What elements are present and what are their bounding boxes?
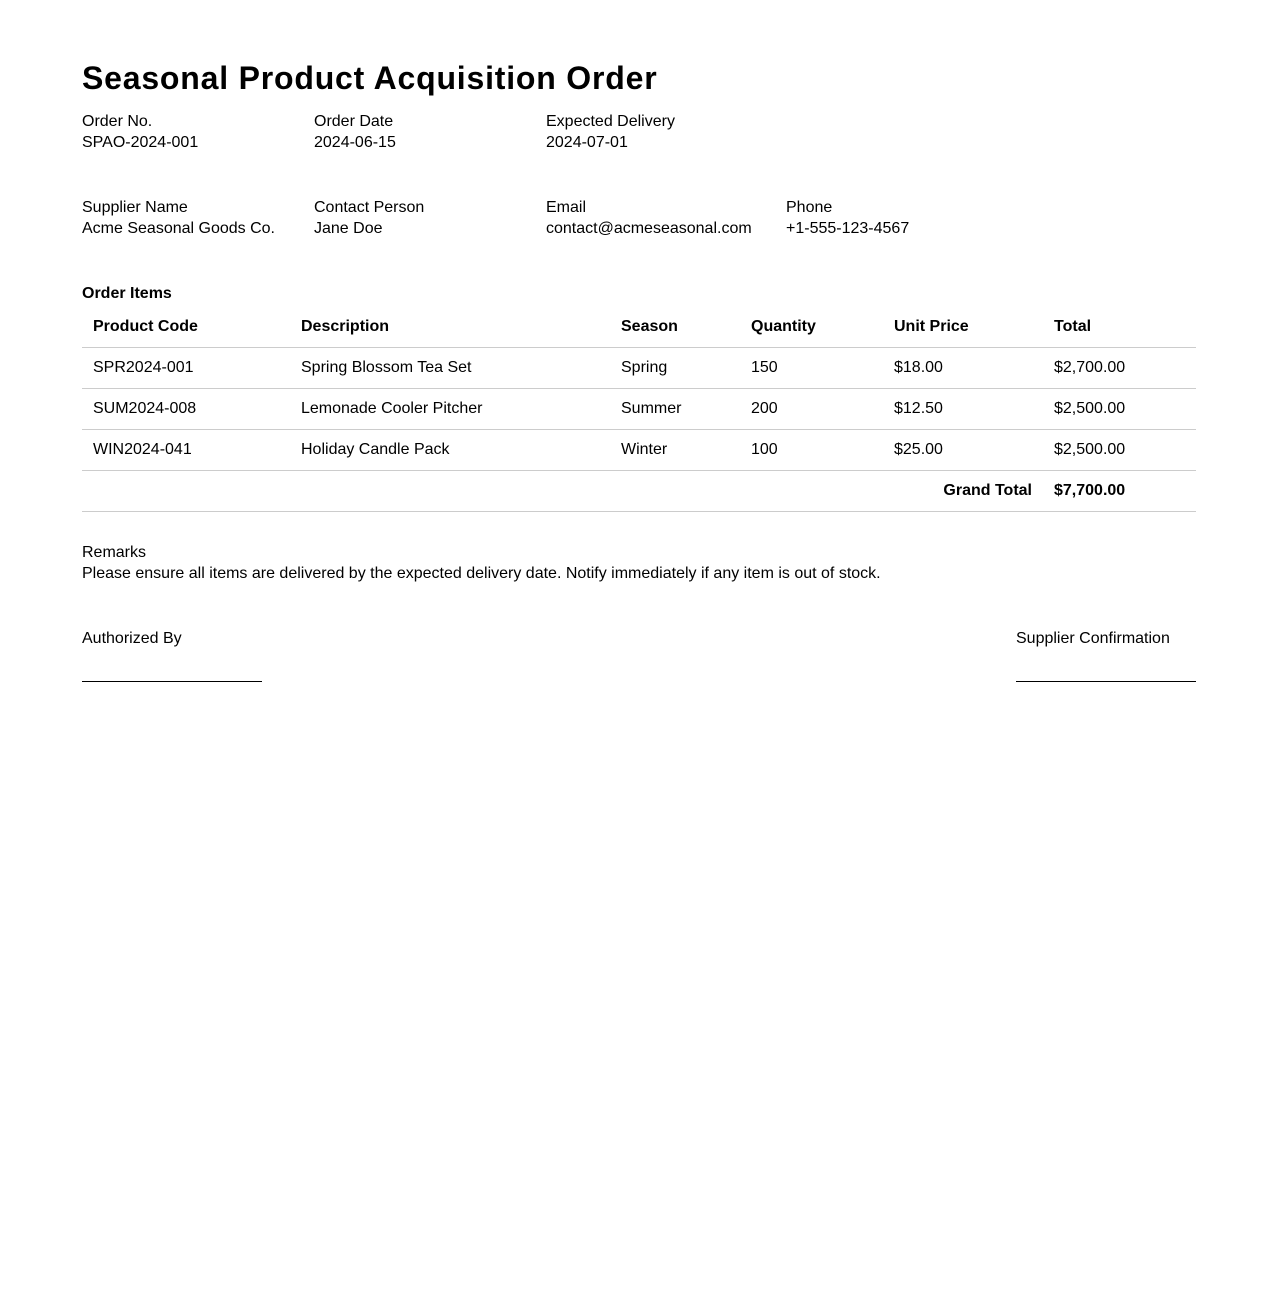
supplier-name-label: Supplier Name bbox=[82, 199, 188, 216]
unit-price-cell: $25.00 bbox=[883, 430, 1043, 471]
order-number-field bbox=[82, 111, 198, 153]
column-header-total: Total bbox=[1043, 307, 1196, 348]
authorized-by-signature-line bbox=[82, 681, 262, 682]
contact-person-field bbox=[314, 197, 424, 239]
total-cell: $2,700.00 bbox=[1043, 348, 1196, 389]
description-cell: Lemonade Cooler Pitcher bbox=[290, 389, 610, 430]
email-value: contact@acmeseasonal.com bbox=[546, 220, 752, 237]
quantity-cell: 200 bbox=[740, 389, 883, 430]
supplier-name-field bbox=[82, 197, 275, 239]
phone-field bbox=[786, 197, 909, 239]
supplier-name-value: Acme Seasonal Goods Co. bbox=[82, 220, 275, 237]
total-cell: $2,500.00 bbox=[1043, 389, 1196, 430]
phone-label: Phone bbox=[786, 199, 833, 216]
order-number-label: Order No. bbox=[82, 113, 153, 130]
table-row bbox=[82, 348, 1196, 389]
product-code-cell: WIN2024-041 bbox=[82, 430, 290, 471]
supplier-confirmation-signature bbox=[1016, 629, 1196, 682]
unit-price-cell: $18.00 bbox=[883, 348, 1043, 389]
authorized-by-signature bbox=[82, 629, 262, 682]
contact-person-label: Contact Person bbox=[314, 199, 425, 216]
table-header-row bbox=[82, 307, 1196, 348]
grand-total-row bbox=[82, 471, 1196, 512]
contact-person-value: Jane Doe bbox=[314, 220, 383, 237]
table-row bbox=[82, 389, 1196, 430]
document-title: Seasonal Product Acquisition Order bbox=[82, 60, 658, 96]
order-date-field bbox=[314, 111, 396, 153]
supplier-confirmation-label: Supplier Confirmation bbox=[1016, 630, 1170, 647]
column-header-description: Description bbox=[290, 307, 610, 348]
order-date-label: Order Date bbox=[314, 113, 394, 130]
order-number-value: SPAO-2024-001 bbox=[82, 134, 199, 151]
total-cell: $2,500.00 bbox=[1043, 430, 1196, 471]
product-code-cell: SUM2024-008 bbox=[82, 389, 290, 430]
order-date-value: 2024-06-15 bbox=[314, 134, 396, 151]
season-cell: Spring bbox=[610, 348, 740, 389]
expected-delivery-label: Expected Delivery bbox=[546, 113, 675, 130]
grand-total-label: Grand Total bbox=[82, 471, 1043, 512]
remarks-section bbox=[82, 542, 881, 584]
product-code-cell: SPR2024-001 bbox=[82, 348, 290, 389]
grand-total-value: $7,700.00 bbox=[1043, 471, 1196, 512]
column-header-season: Season bbox=[610, 307, 740, 348]
description-cell: Holiday Candle Pack bbox=[290, 430, 610, 471]
phone-value: +1-555-123-4567 bbox=[786, 220, 910, 237]
order-items-table bbox=[82, 307, 1196, 512]
remarks-text: Please ensure all items are delivered by the expected delivery date. Notify immediately if any item is out of stock. bbox=[82, 565, 881, 582]
season-cell: Winter bbox=[610, 430, 740, 471]
column-header-product-code: Product Code bbox=[82, 307, 290, 348]
email-field bbox=[546, 197, 752, 239]
quantity-cell: 100 bbox=[740, 430, 883, 471]
season-cell: Summer bbox=[610, 389, 740, 430]
supplier-confirmation-signature-line bbox=[1016, 681, 1196, 682]
remarks-label: Remarks bbox=[82, 544, 147, 561]
authorized-by-label: Authorized By bbox=[82, 630, 182, 647]
column-header-unit-price: Unit Price bbox=[883, 307, 1043, 348]
quantity-cell: 150 bbox=[740, 348, 883, 389]
order-items-heading: Order Items bbox=[82, 285, 172, 302]
expected-delivery-field bbox=[546, 111, 675, 153]
column-header-quantity: Quantity bbox=[740, 307, 883, 348]
email-label: Email bbox=[546, 199, 587, 216]
expected-delivery-value: 2024-07-01 bbox=[546, 134, 628, 151]
description-cell: Spring Blossom Tea Set bbox=[290, 348, 610, 389]
table-row bbox=[82, 430, 1196, 471]
unit-price-cell: $12.50 bbox=[883, 389, 1043, 430]
